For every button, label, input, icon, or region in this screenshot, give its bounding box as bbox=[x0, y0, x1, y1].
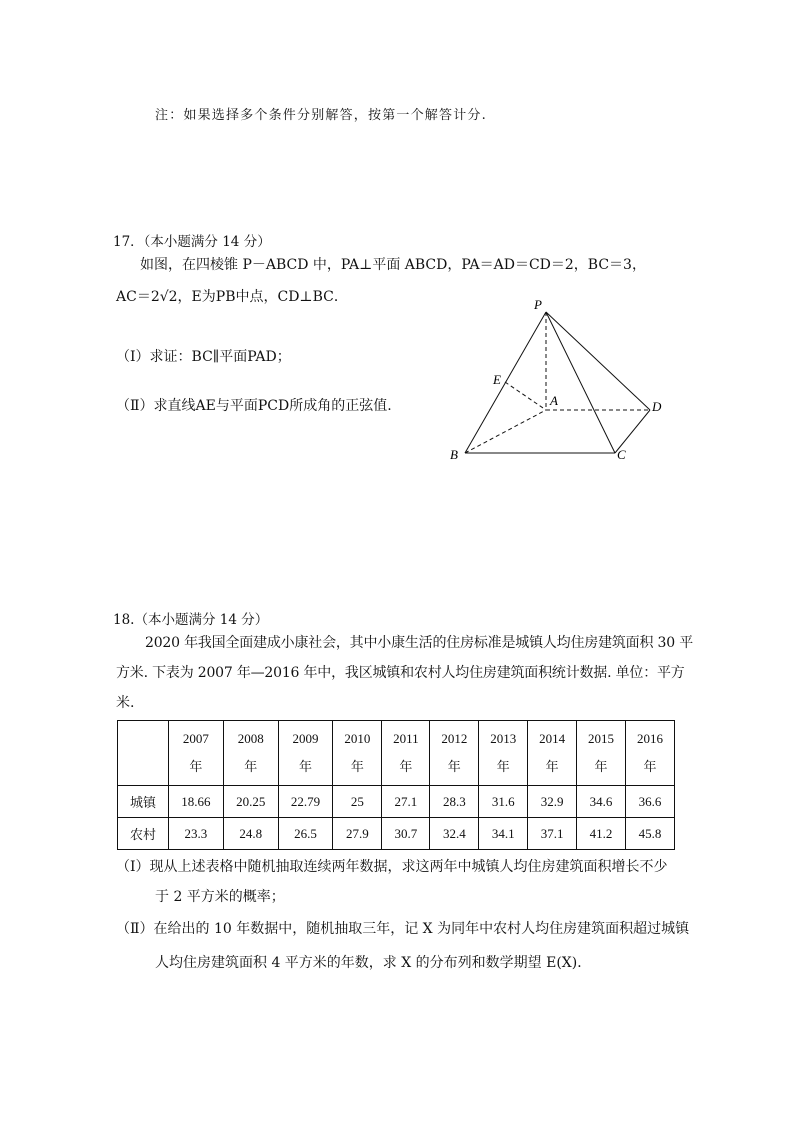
table-cell: 37.1 bbox=[528, 818, 577, 850]
year-cell: 2009 年 bbox=[278, 721, 333, 786]
q18-stem-line3: 米. bbox=[116, 695, 135, 711]
edge-pc bbox=[546, 312, 615, 453]
q17-stem-line1: 如图，在四棱锥 P－ABCD 中，PA⊥平面 ABCD，PA＝AD＝CD＝2，BC＝3， bbox=[140, 257, 646, 273]
label-b: B bbox=[450, 447, 458, 462]
table-cell: 31.6 bbox=[479, 786, 528, 818]
table-cell: 23.3 bbox=[169, 818, 224, 850]
table-cell: 25 bbox=[333, 786, 382, 818]
table-cell: 34.1 bbox=[479, 818, 528, 850]
pyramid-figure bbox=[440, 292, 670, 467]
table-cell: 18.66 bbox=[169, 786, 224, 818]
table-cell: 22.79 bbox=[278, 786, 333, 818]
table-cell: 34.6 bbox=[577, 786, 626, 818]
label-c: C bbox=[617, 447, 626, 462]
year-cell: 2016 年 bbox=[625, 721, 674, 786]
year-cell: 2012 年 bbox=[430, 721, 479, 786]
year-cell: 2008 年 bbox=[223, 721, 278, 786]
housing-area-table bbox=[117, 720, 675, 850]
q17-part2: （Ⅱ）求直线AE与平面PCD所成角的正弦值. bbox=[116, 398, 392, 414]
q18-part2-line2: 人均住房建筑面积 4 平方米的年数，求 X 的分布列和数学期望 E(X)． bbox=[155, 955, 592, 971]
q18-part1-line2: 于 2 平方米的概率； bbox=[155, 889, 285, 905]
row-label-urban: 城镇 bbox=[118, 786, 169, 818]
table-cell: 41.2 bbox=[577, 818, 626, 850]
table-row-urban bbox=[118, 786, 675, 818]
table-cell: 20.25 bbox=[223, 786, 278, 818]
q18-stem-line1: 2020 年我国全面建成小康社会，其中小康生活的住房标准是城镇人均住房建筑面积 30 平 bbox=[145, 635, 693, 651]
q18-header: 18.（本小题满分 14 分） bbox=[113, 612, 269, 628]
row-label-rural: 农村 bbox=[118, 818, 169, 850]
label-a: A bbox=[550, 393, 558, 408]
table-cell: 28.3 bbox=[430, 786, 479, 818]
year-cell: 2014 年 bbox=[528, 721, 577, 786]
table-header-row bbox=[118, 721, 675, 786]
edge-ae bbox=[505, 382, 546, 410]
table-cell: 27.9 bbox=[333, 818, 382, 850]
label-d: D bbox=[652, 399, 662, 414]
year-cell: 2011 年 bbox=[382, 721, 430, 786]
q18-part2-line1: （Ⅱ）在给出的 10 年数据中，随机抽取三年，记 X 为同年中农村人均住房建筑面积超过城镇 bbox=[116, 921, 690, 937]
q17-header: 17．（本小题满分 14 分） bbox=[113, 234, 271, 250]
year-cell: 2013 年 bbox=[479, 721, 528, 786]
q17-part1: （Ⅰ）求证：BC∥平面PAD； bbox=[116, 349, 291, 365]
year-cell: 2015 年 bbox=[577, 721, 626, 786]
label-p: P bbox=[534, 297, 542, 312]
year-cell: 2007 年 bbox=[169, 721, 224, 786]
table-cell: 24.8 bbox=[223, 818, 278, 850]
table-cell: 45.8 bbox=[625, 818, 674, 850]
note-text: 注：如果选择多个条件分别解答，按第一个解答计分. bbox=[155, 108, 487, 123]
q17-stem-line2: AC＝2√2，E为PB中点，CD⊥BC． bbox=[116, 289, 348, 305]
table-cell: 32.4 bbox=[430, 818, 479, 850]
table-cell: 27.1 bbox=[382, 786, 430, 818]
label-e: E bbox=[493, 372, 501, 387]
table-cell: 32.9 bbox=[528, 786, 577, 818]
table-corner-cell bbox=[118, 721, 169, 786]
table-cell: 36.6 bbox=[625, 786, 674, 818]
table-cell: 30.7 bbox=[382, 818, 430, 850]
table-cell: 26.5 bbox=[278, 818, 333, 850]
q18-stem-line2: 方米. 下表为 2007 年—2016 年中，我区城镇和农村人均住房建筑面积统计数据. 单位：平方 bbox=[116, 665, 685, 681]
table-row-rural bbox=[118, 818, 675, 850]
year-cell: 2010 年 bbox=[333, 721, 382, 786]
q18-part1-line1: （Ⅰ）现从上述表格中随机抽取连续两年数据，求这两年中城镇人均住房建筑面积增长不少 bbox=[116, 859, 668, 875]
edge-pd bbox=[546, 312, 650, 410]
